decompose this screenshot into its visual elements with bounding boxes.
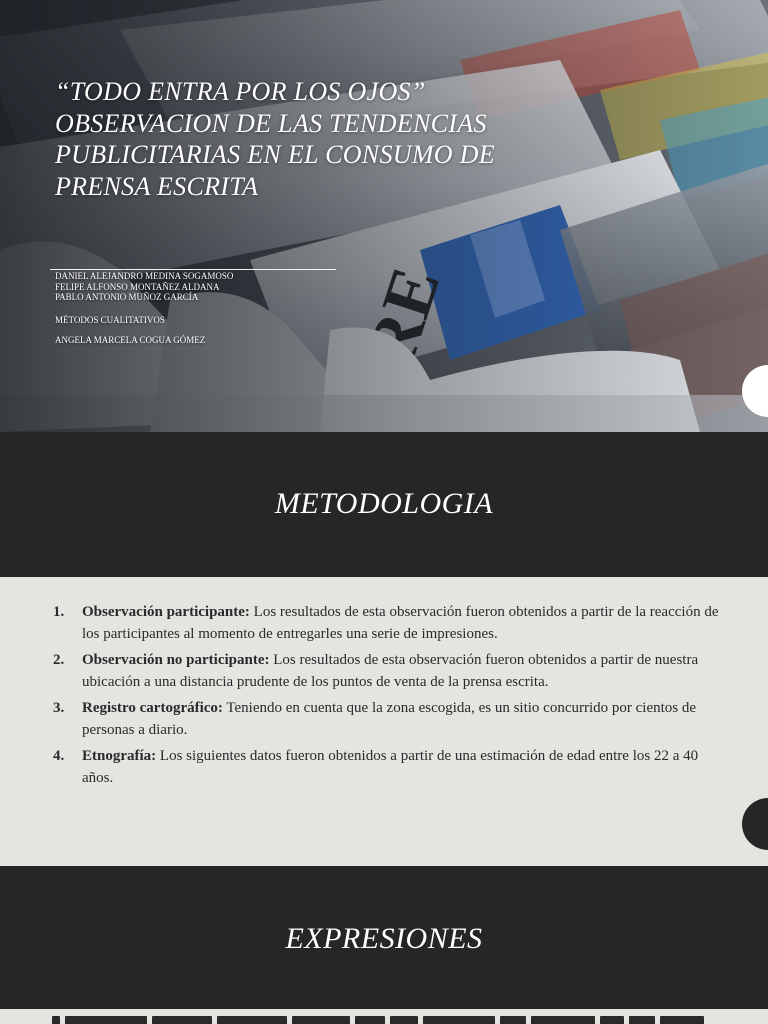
course-name: MÉTODOS CUALITATIVOS <box>55 315 165 325</box>
title-divider <box>50 269 336 270</box>
list-item <box>0 602 768 645</box>
item-number: 2. <box>53 652 65 668</box>
author-name: PABLO ANTONIO MUÑOZ GARCÍA <box>55 292 199 302</box>
item-description: Los resultados de esta observación fueron obtenidos a partir de nuestra ubicación a una distancia prudente de los puntos de venta de la prensa escrita. <box>82 652 699 690</box>
item-term: Registro cartográfico: <box>82 700 223 716</box>
expressions-content-panel <box>0 1009 768 1024</box>
author-list <box>55 271 355 303</box>
item-term: Etnografía: <box>82 748 157 764</box>
author-name: FELIPE ALFONSO MONTAÑEZ ALDANA <box>55 281 220 292</box>
author-name: DANIEL ALEJANDRO MEDINA SOGAMOSO <box>55 271 234 281</box>
presentation-title: “TODO ENTRA POR LOS OJOS” OBSERVACION DE LAS TENDENCIAS PUBLICITARIAS EN EL CONSUMO DE PRENSA ESCRITA <box>55 77 495 201</box>
expressions-heading: EXPRESIONES <box>285 922 483 955</box>
methodology-heading: METODOLOGIA <box>274 487 494 520</box>
item-term: Observación no participante: <box>82 652 270 668</box>
methodology-content-panel <box>0 577 768 866</box>
item-number: 4. <box>53 748 65 764</box>
title-slide <box>0 0 768 432</box>
item-description: Los resultados de esta observación fueron obtenidos a partir de la reacción de los participantes al momento de entregarles una serie de impresiones. <box>82 604 719 642</box>
item-description: Teniendo en cuenta que la zona escogida, es un sitio concurrido por cientos de personas a diario. <box>82 700 697 738</box>
teacher-name: ANGELA MARCELA COGUA GÓMEZ <box>55 335 206 345</box>
item-description: Los siguientes datos fueron obtenidos a partir de una estimación de edad entre los 22 a 40 años. <box>82 748 699 786</box>
cropped-text-line <box>52 1016 752 1024</box>
slide-navigation-button[interactable] <box>742 798 768 850</box>
item-term: Observación participante: <box>82 604 250 620</box>
list-item <box>0 746 768 789</box>
list-item <box>0 650 768 693</box>
item-number: 1. <box>53 604 65 620</box>
item-number: 3. <box>53 700 65 716</box>
rolled-newspapers-background-image <box>0 0 768 432</box>
list-item <box>0 698 768 741</box>
methodology-header-band <box>0 432 768 577</box>
expressions-header-band <box>0 866 768 1009</box>
methodology-list <box>0 602 768 794</box>
